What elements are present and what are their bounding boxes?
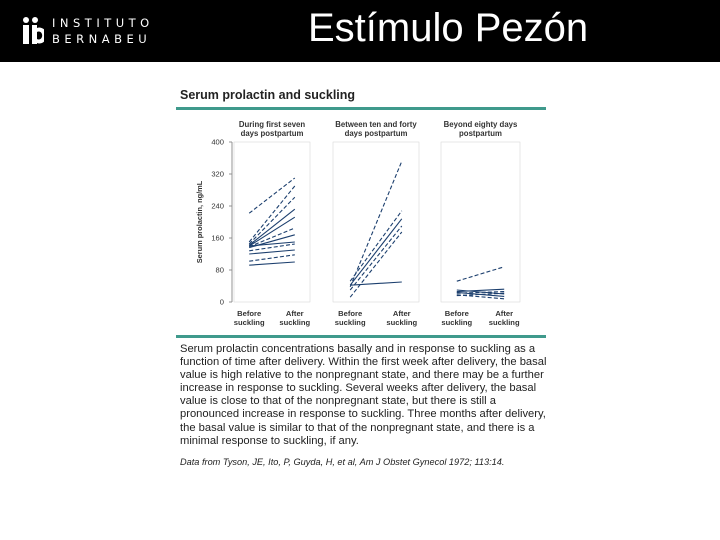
panel-title: Beyond eighty days: [443, 120, 518, 129]
panel-frame: [441, 142, 520, 302]
x-category-label: Before: [338, 309, 363, 318]
x-category-label: After: [285, 309, 304, 318]
x-category-label: Before: [444, 309, 469, 318]
slide-title: Estímulo Pezón: [308, 6, 589, 50]
y-tick-label: 80: [215, 265, 224, 275]
logo-text-instituto: INSTITUTO: [52, 16, 154, 30]
x-category-label: After: [495, 309, 514, 318]
y-tick-label: 320: [211, 169, 224, 179]
y-tick-label: 160: [211, 233, 224, 243]
data-citation: Data from Tyson, JE, Ito, P, Guyda, H, et al, Am J Obstet Gynecol 1972; 113:14.: [180, 457, 505, 467]
logo-text-bernabeu: BERNABEU: [52, 32, 152, 46]
y-axis-label: Serum prolactin, ng/mL: [195, 180, 204, 264]
figure-caption: Serum prolactin concentrations basally and in response to suckling as a function of time after delivery. Within the first week after delivery, the basal value is high relative to the nonpregnant state, and there may be a further increase in response to suckling. Several weeks after delivery, the basal value is close to that of the nonpregnant state, but there is still a pronounced increase in response to suckling. Three months after delivery, the basal value is similar to that of the nonpregnant state, and there is a minimal response to suckling, if any.: [180, 343, 547, 447]
panel-frame: [234, 142, 310, 302]
panel-frame: [333, 142, 419, 302]
panel-title: During first seven: [238, 120, 306, 129]
prolactin-chart: [176, 118, 548, 340]
x-category-label: suckling: [233, 318, 265, 327]
x-category-label: suckling: [386, 318, 418, 327]
instituto-bernabeu-logo: [22, 14, 172, 50]
x-category-label: After: [392, 309, 411, 318]
y-tick-label: 240: [211, 201, 224, 211]
top-rule: [176, 107, 546, 110]
x-category-label: suckling: [441, 318, 473, 327]
bottom-rule: [176, 335, 546, 338]
panel-subtitle: days postpartum: [344, 129, 408, 138]
x-category-label: suckling: [279, 318, 311, 327]
y-tick-label: 400: [211, 137, 224, 147]
chart-title: Serum prolactin and suckling: [180, 88, 356, 102]
y-tick-label: 0: [219, 297, 224, 307]
panel-subtitle: postpartum: [459, 129, 502, 138]
x-category-label: suckling: [334, 318, 366, 327]
x-category-label: suckling: [488, 318, 520, 327]
logo-mark-icon: [22, 16, 44, 46]
panel-subtitle: days postpartum: [240, 129, 304, 138]
panel-title: Between ten and forty: [335, 120, 417, 129]
x-category-label: Before: [237, 309, 262, 318]
header-bar: [0, 0, 720, 62]
